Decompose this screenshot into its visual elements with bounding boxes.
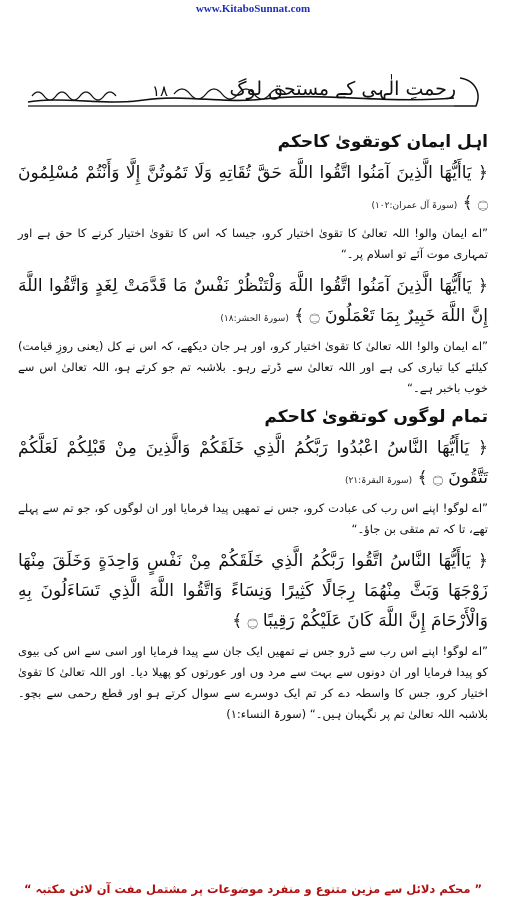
page-header [24,72,486,112]
ayah-block [18,546,488,725]
page-content [18,130,488,731]
ayah-block [18,433,488,540]
ayah-translation: ”اے ایمان والو! اللہ تعالیٰ کا تقویٰ اختیار کرو، جیسا کہ اس کا تقویٰ اختیار کرنے کا حق ہے اور تمہاری موت آئے تو اسلام پر۔“ [18,226,488,261]
ayah-block [18,158,488,265]
quran-ayah: ﴿ يَاأَيُّهَا الَّذِينَ آمَنُوا اتَّقُوا اللَّهَ وَلْتَنْظُرْ نَفْسٌ مَا قَدَّمَتْ لِغَدٍ وَاتَّقُوا اللَّهَ إِنَّ اللَّهَ خَبِيرٌ بِمَا تَعْمَلُونَ ۝ ﴾ (سورۃ الحشر:۱۸) [18,276,488,326]
surah-reference: (سورۃ الحشر:۱۸) [220,314,289,324]
ayah-translation: ”اے لوگو! اپنے اس رب کی عبادت کرو، جس نے تمھیں پیدا فرمایا اور ان لوگوں کو، جو تم سے پہلے تھے، تا کہ تم متقی بن جاؤ۔“ [18,501,488,536]
running-title: رحمتِ الٰہی کے مستحق لوگ [229,78,456,100]
surah-reference: (سورۃ البقرۃ:۲۱) [344,476,413,486]
quran-ayah: ﴿ يَاأَيُّهَا الَّذِينَ آمَنُوا اتَّقُوا اللَّهَ حَقَّ تُقَاتِهِ وَلَا تَمُوتُنَّ إِلَّا وَأَنْتُمْ مُسْلِمُونَ ۝ ﴾ (سورۃ آل عمران:۱۰۲) [18,163,488,213]
quran-ayah: ﴿ يَاأَيُّهَا النَّاسُ اتَّقُوا رَبَّكُمُ الَّذِي خَلَقَكُمْ مِنْ نَفْسٍ وَاحِدَةٍ وَخَلَقَ مِنْهَا زَوْجَهَا وَبَثَّ مِنْهُمَا رِجَالًا كَثِيرًا وَنِسَاءً وَاتَّقُوا اللَّهَ الَّذِي تَسَاءَلُونَ بِهِ وَالْأَرْحَامَ إِنَّ اللَّهَ كَانَ عَلَيْكُمْ رَقِيبًا ۝ ﴾ [18,551,488,631]
ayah-translation: ”اے ایمان والو! اللہ تعالیٰ کا تقویٰ اختیار کرو، اور ہر جان دیکھے، کہ اس نے کل (یعنی روزِ قیامت) کیلئے کیا تیاری کی ہے اور اللہ تعالیٰ سے ڈرتے رہو۔ بلاشبہ تم جو کرتے ہو، اللہ تعالیٰ اس سے خوب باخبر ہے۔“ [18,339,488,395]
section-heading: اہل ایمان کوتقویٰ کاحکم [277,132,488,152]
footer-tagline: ” محکم دلائل سے مزین متنوع و منفرد موضوعات پر مشتمل مفت آن لائن مکتبہ “ [23,882,483,896]
surah-reference: (سورۃ آل عمران:۱۰۲) [371,201,458,211]
site-url: www.KitaboSunnat.com [195,3,311,15]
ayah-block [18,271,488,399]
section-heading: تمام لوگوں کوتقویٰ کاحکم [264,407,488,427]
ayah-translation: ”اے لوگو! اپنے اس رب سے ڈرو جس نے تمھیں ایک جان سے پیدا فرمایا اور اسی سے اس کی بیوی کو پیدا فرمایا اور ان دونوں سے بہت سے مرد وں اور عورتوں کو پھیلا دیا۔ اور اللہ تعالیٰ کا تقویٰ اختیار کرو، جس کا واسطہ دے کر تم ایک دوسرے سے سوال کرتے ہو اور قطع رحمی سے بچو۔ بلاشبہ اللہ تعالیٰ تم پر نگہبان ہیں۔“ (سورۃ النساء:۱) [18,644,488,721]
quran-ayah: ﴿ يَاأَيُّهَا النَّاسُ اعْبُدُوا رَبَّكُمُ الَّذِي خَلَقَكُمْ وَالَّذِينَ مِنْ قَبْلِكُمْ لَعَلَّكُمْ تَتَّقُونَ ۝ ﴾ (سورۃ البقرۃ:۲۱) [18,438,488,488]
page-number: ۱۸ [152,82,169,100]
